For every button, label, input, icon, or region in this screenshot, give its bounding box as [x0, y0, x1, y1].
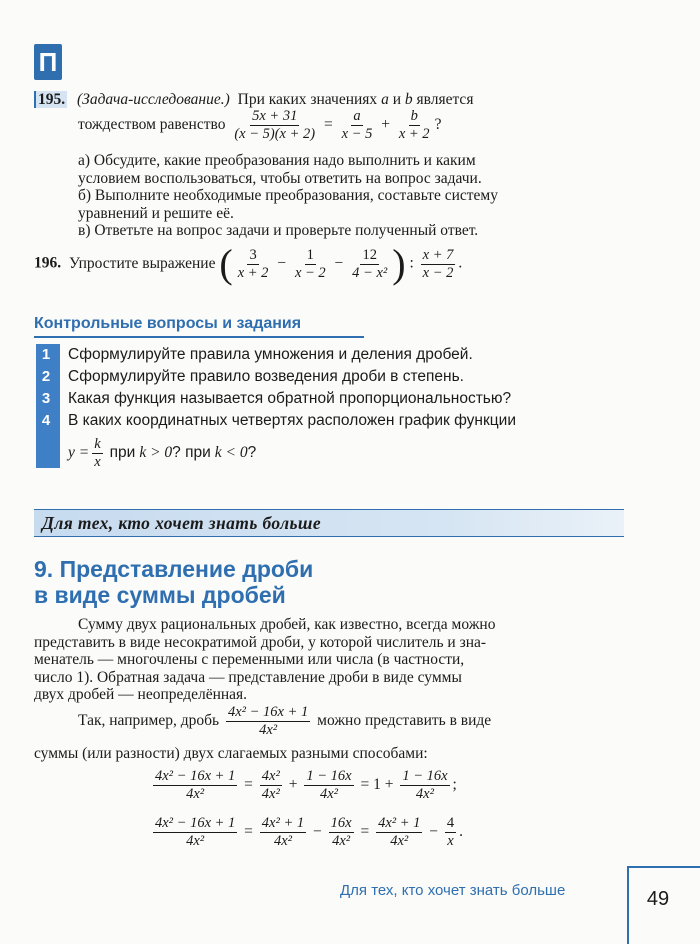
item-text: Какая функция называется обратной пропорциональностью? — [68, 390, 512, 407]
control-title-underline — [34, 336, 364, 338]
numerator: 1 − 16x — [306, 768, 352, 784]
fraction — [350, 247, 389, 282]
fraction — [445, 815, 456, 850]
denominator: 4 − x² — [352, 264, 388, 281]
exercise-195-parts — [78, 152, 498, 240]
item-number: 1 — [41, 346, 51, 363]
banner — [34, 509, 624, 537]
denominator: 4x² — [186, 786, 205, 802]
question-mark: ? — [434, 116, 442, 134]
item-text: Сформулируйте правила умножения и деления дробей. — [68, 346, 473, 363]
numerator: 1 — [306, 246, 314, 263]
part-b-line1: б) Выполните необходимые преобразования, составьте систему — [78, 187, 498, 204]
part-b-line2: уравнений и решите её. — [78, 204, 234, 222]
equals: = — [244, 776, 253, 794]
fraction — [304, 768, 353, 803]
para-line: число 1). Обратная задача — представление дроби в виде суммы — [34, 668, 462, 686]
para-line: представить в виде несократимой дроби, у которой числитель и зна- — [34, 633, 487, 651]
plus: + — [381, 116, 390, 134]
plus: + — [288, 776, 298, 794]
text-when: при — [109, 444, 136, 462]
body-line: суммы (или разности) двух слагаемых разными способами: — [34, 745, 428, 762]
minus: − — [313, 823, 322, 841]
control-item-4-formula — [68, 436, 256, 471]
y-equals: y = — [68, 444, 90, 462]
numerator: 4x² + 1 — [261, 815, 305, 831]
denominator: x − 5 — [341, 126, 373, 142]
exercise-prefix: (Задача-исследование.) — [77, 91, 230, 108]
numerator: 4x² — [261, 768, 280, 784]
page-number-box — [627, 866, 700, 944]
lead-text: тождеством равенство — [78, 116, 226, 134]
item-number: 4 — [41, 412, 51, 429]
numerator: b — [410, 108, 418, 124]
item-number: 2 — [41, 368, 51, 385]
section-title-line2: в виде суммы дробей — [34, 582, 286, 608]
question-end: ? — [247, 444, 257, 462]
part-c-line1: в) Ответьте на вопрос задачи и проверьте полученный ответ. — [78, 222, 479, 239]
denominator: x − 2 — [294, 264, 326, 281]
numerator: 16x — [330, 815, 352, 831]
control-item-1 — [36, 345, 473, 367]
fraction — [232, 108, 317, 143]
equals-one-plus: = 1 + — [360, 776, 394, 794]
fraction — [153, 815, 237, 850]
fraction — [153, 768, 237, 803]
section-title — [34, 556, 313, 608]
minus: − — [429, 823, 439, 841]
section-badge — [34, 44, 62, 80]
numerator: 4 — [446, 815, 455, 831]
exercise-number: 195. — [34, 91, 67, 108]
var-a: a — [381, 91, 389, 108]
control-item-2 — [36, 367, 464, 389]
denominator: 4x² — [273, 833, 292, 849]
part-a-line2: условием воспользоваться, чтобы ответить на вопрос задачи. — [78, 169, 482, 187]
minus: − — [334, 254, 344, 272]
equals: = — [360, 823, 370, 841]
item-text: В каких координатных четвертях расположен график функции — [68, 412, 516, 429]
example-lead: Так, например, дробь — [78, 712, 220, 730]
denominator: 4x² — [259, 722, 278, 738]
minus: − — [277, 254, 287, 272]
control-item-4 — [36, 411, 516, 433]
fraction — [293, 247, 328, 282]
exercise-196 — [34, 241, 463, 286]
numerator: 4x² − 16x + 1 — [227, 704, 309, 720]
badge-letter: П — [38, 47, 58, 77]
exercise-195-line1 — [34, 90, 473, 109]
fraction — [340, 108, 375, 143]
denominator: 4x² — [319, 786, 338, 802]
fraction — [226, 704, 310, 739]
denominator: (x − 5)(x + 2) — [234, 126, 316, 142]
control-title: Контрольные вопросы и задания — [34, 315, 302, 332]
numerator: 3 — [249, 246, 257, 263]
example-line — [78, 704, 491, 739]
denominator: 4x² — [261, 786, 280, 802]
text-when-2: ? при — [172, 444, 211, 462]
denominator: x — [447, 833, 454, 849]
part-a-line1: а) Обсудите, какие преобразования надо выполнить и каким — [78, 152, 476, 169]
fraction — [236, 247, 271, 282]
fraction — [421, 247, 456, 282]
numerator: 5x + 31 — [252, 108, 298, 124]
equals: = — [323, 116, 333, 134]
exercise-number: 196. — [34, 254, 62, 272]
numerator: k — [94, 436, 101, 452]
denominator: 4x² — [390, 833, 409, 849]
denominator: x − 2 — [422, 264, 454, 281]
fraction — [260, 768, 282, 803]
body-paragraph — [34, 616, 624, 704]
divide: : — [409, 254, 414, 272]
right-paren: ) — [392, 241, 406, 286]
denominator: x + 2 — [398, 126, 430, 142]
numerator: 1 − 16x — [402, 768, 448, 784]
equation-1 — [150, 768, 457, 803]
condition-2: k < 0 — [214, 444, 248, 462]
word-is: является — [416, 91, 474, 108]
denominator: 4x² — [415, 786, 434, 802]
denominator: 4x² — [332, 833, 351, 849]
fraction — [92, 436, 102, 471]
numerator: x + 7 — [422, 246, 454, 263]
semicolon: ; — [452, 776, 457, 794]
item-number: 3 — [41, 390, 51, 407]
fraction — [376, 815, 422, 850]
fraction — [260, 815, 306, 850]
item-text: Сформулируйте правило возведения дроби в степень. — [68, 368, 464, 385]
condition-1: k > 0 — [139, 444, 173, 462]
lead-text: Упростите выражение — [69, 254, 216, 272]
para-line: менатель — многочлены с переменными или числа (в частности, — [34, 651, 465, 669]
control-item-3 — [36, 389, 512, 411]
equation-2 — [150, 815, 463, 850]
period: . — [459, 823, 464, 841]
footer-text: Для тех, кто хочет знать больше — [340, 882, 566, 899]
exercise-text: При каких значениях — [237, 91, 378, 108]
period: . — [458, 254, 463, 272]
numerator: a — [353, 108, 361, 124]
denominator: x — [94, 454, 101, 470]
exercise-195-line2 — [78, 108, 441, 143]
denominator: 4x² — [186, 833, 205, 849]
example-rest: можно представить в виде — [317, 712, 492, 730]
var-b: b — [404, 91, 413, 108]
numerator: 4x² − 16x + 1 — [155, 815, 236, 831]
para-line: двух дробей — неопределённая. — [34, 686, 248, 704]
banner-text: Для тех, кто хочет знать больше — [42, 513, 322, 533]
equals: = — [244, 823, 253, 841]
denominator: x + 2 — [237, 264, 269, 281]
numerator: 12 — [362, 246, 377, 263]
fraction — [400, 768, 449, 803]
fraction — [329, 815, 354, 850]
numerator: 4x² − 16x + 1 — [155, 768, 236, 784]
fraction — [397, 108, 432, 143]
para-line: Сумму двух рациональных дробей, как известно, всегда можно — [78, 616, 496, 633]
left-paren: ( — [219, 241, 233, 286]
page-number: 49 — [646, 888, 670, 910]
numerator: 4x² + 1 — [378, 815, 421, 831]
word-and: и — [392, 91, 401, 108]
section-title-line1: 9. Представление дроби — [34, 556, 314, 582]
